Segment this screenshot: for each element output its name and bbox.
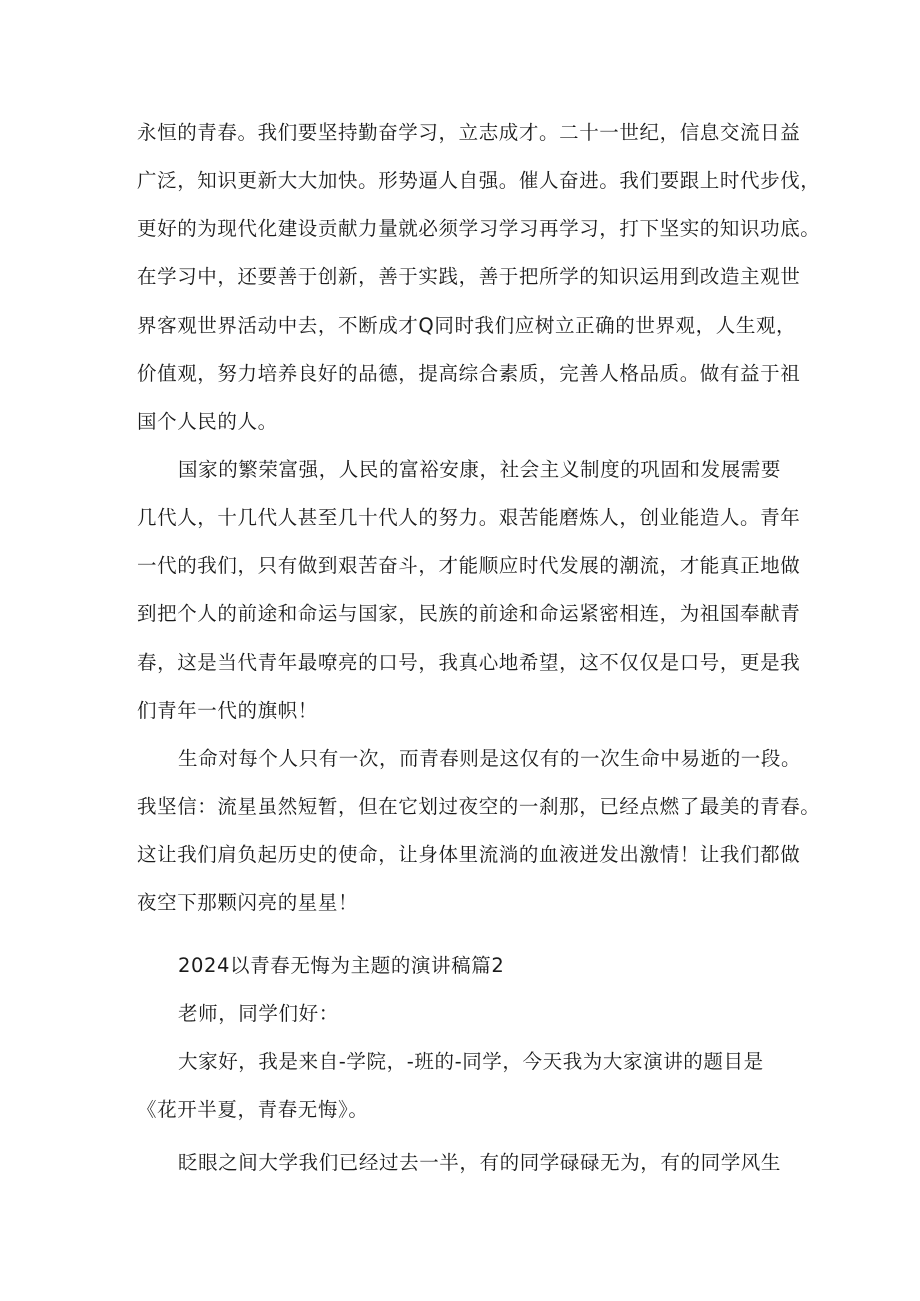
text-line: 《花开半夏，青春无悔》。: [137, 1098, 369, 1121]
text-line: 更好的为现代化建设贡献力量就必须学习学习再学习，打下坚实的知识功底。: [137, 217, 821, 240]
paragraph-start-line: 生命对每个人只有一次，而青春则是这仅有的一次生命中易逝的一段。: [178, 747, 802, 770]
text-line: 我坚信：流星虽然短暂，但在它划过夜空的一刹那，已经点燃了最美的青春。: [137, 795, 821, 818]
text-line: 们青年一代的旗帜！: [137, 699, 318, 722]
paragraph-start-line: 大家好，我是来自-学院，-班的-同学，今天我为大家演讲的题目是: [178, 1050, 764, 1073]
text-line: 春，这是当代青年最嘹亮的口号，我真心地希望，这不仅仅是口号，更是我: [137, 651, 801, 674]
section-heading: 2024以青春无悔为主题的演讲稿篇2: [178, 954, 505, 977]
greeting-line: 老师，同学们好：: [178, 1002, 339, 1025]
paragraph-start-line: 国家的繁荣富强，人民的富裕安康，社会主义制度的巩固和发展需要: [178, 458, 782, 481]
text-line: 到把个人的前途和命运与国家，民族的前途和命运紧密相连，为祖国奉献青: [137, 602, 801, 625]
paragraph-start-line: 眨眼之间大学我们已经过去一半，有的同学碌碌无为，有的同学风生: [178, 1151, 782, 1174]
text-line: 几代人，十几代人甚至几十代人的努力。艰苦能磨炼人，创业能造人。青年: [137, 506, 801, 529]
text-line: 国个人民的人。: [137, 410, 278, 433]
text-line: 界客观世界活动中去，不断成才Q同时我们应树立正确的世界观，人生观，: [137, 314, 797, 337]
text-line: 这让我们肩负起历史的使命，让身体里流淌的血液迸发出激情！让我们都做: [137, 843, 801, 866]
text-line: 永恒的青春。我们要坚持勤奋学习，立志成才。二十一世纪，信息交流日益: [137, 121, 801, 144]
text-line: 一代的我们，只有做到艰苦奋斗，才能顺应时代发展的潮流，才能真正地做: [137, 554, 801, 577]
text-line: 在学习中，还要善于创新，善于实践，善于把所学的知识运用到改造主观世: [137, 265, 801, 288]
text-line: 夜空下那颗闪亮的星星！: [137, 891, 359, 914]
text-line: 价值观，努力培养良好的品德，提高综合素质，完善人格品质。做有益于祖: [137, 362, 801, 385]
text-line: 广泛，知识更新大大加快。形势逼人自强。催人奋进。我们要跟上时代步伐，: [137, 169, 821, 192]
